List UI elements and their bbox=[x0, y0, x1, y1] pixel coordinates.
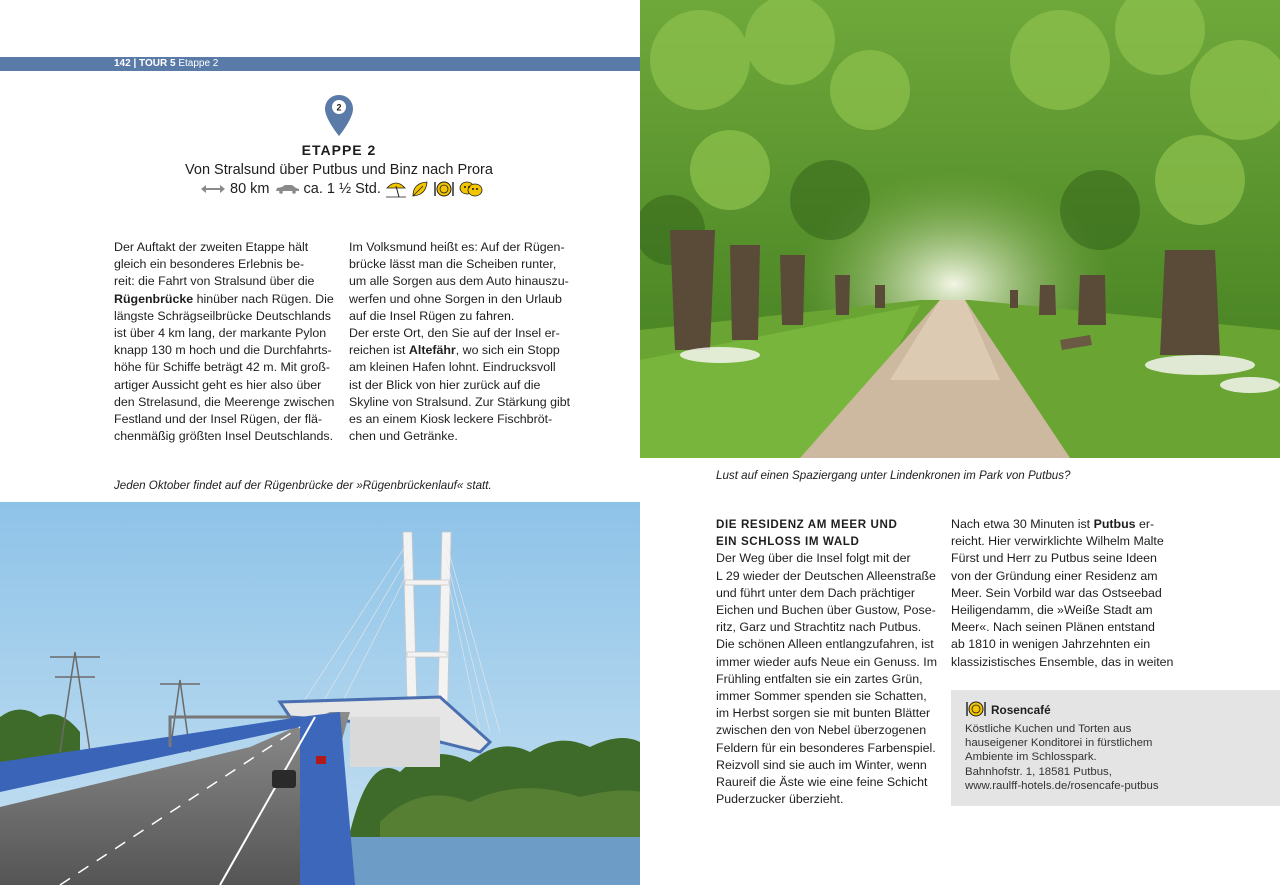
text-column-right-2 bbox=[951, 516, 1174, 671]
running-header bbox=[0, 57, 640, 71]
text-line: den Strelasund, die Meerenge zwischen bbox=[114, 394, 335, 409]
text-line: reit: die Fahrt von Stralsund über die bbox=[114, 274, 315, 289]
bold-place-name: Rügenbrücke bbox=[114, 291, 194, 306]
text-line: reichen ist Altefähr, wo sich ein Stopp bbox=[349, 343, 560, 358]
text-line: knapp 130 m hoch und die Durchfahrts- bbox=[114, 343, 332, 358]
theater-masks-icon bbox=[459, 180, 483, 198]
text-line: ist der Blick von hier zurück auf die bbox=[349, 377, 541, 392]
text-column-right-1 bbox=[716, 516, 938, 808]
text-line: Der erste Ort, den Sie auf der Insel er- bbox=[349, 326, 560, 341]
rosencafe-infobox bbox=[951, 690, 1280, 806]
text-line: reicht. Hier verwirklichte Wilhelm Malte bbox=[951, 534, 1164, 549]
section-heading-line: EIN SCHLOSS IM WALD bbox=[716, 535, 860, 549]
text-line: Der Auftakt der zweiten Etappe hält bbox=[114, 240, 309, 254]
text-line: Meer«. Nach seinen Plänen entstand bbox=[951, 620, 1155, 635]
stage-label: ETAPPE 2 bbox=[301, 142, 377, 158]
text-line: werfen und ohne Sorgen in den Urlaub bbox=[349, 291, 562, 306]
infobox-line: hauseigener Konditorei in fürstlichem bbox=[965, 737, 1153, 750]
text-line: Skyline von Stralsund. Zur Stärkung gibt bbox=[349, 394, 571, 409]
infobox-address-link[interactable]: www.raulff-hotels.de/rosencafe-putbus bbox=[965, 779, 1159, 792]
bold-place-name: Altefähr bbox=[408, 343, 456, 358]
text-line: chen und Getränke. bbox=[349, 429, 458, 444]
page-number: 142 bbox=[114, 58, 131, 69]
bridge-photo-caption: Jeden Oktober findet auf der Rügenbrücke der »Rügenbrückenlauf« statt. bbox=[114, 479, 492, 492]
car-icon bbox=[274, 184, 300, 194]
text-line: Festland und der Insel Rügen, der flä- bbox=[114, 412, 323, 427]
infobox-line: Köstliche Kuchen und Torten aus bbox=[965, 723, 1132, 735]
stage-title: Von Stralsund über Putbus und Binz nach Prora bbox=[185, 162, 493, 178]
text-line: immer wieder aufs Neue ein Genuss. Im bbox=[716, 654, 938, 669]
text-line: Frühling entfalten sie ein zartes Grün, bbox=[716, 671, 923, 686]
text-line: gleich ein besonderes Erlebnis be- bbox=[114, 257, 305, 272]
marker-number: 2 bbox=[336, 102, 342, 113]
section-body bbox=[716, 550, 938, 808]
text-line: Meer. Sein Vorbild war das Ostseebad bbox=[951, 585, 1162, 600]
section-heading-line: DIE RESIDENZ AM MEER UND bbox=[716, 518, 898, 531]
text-line: am kleinen Hafen lohnt. Eindrucksvoll bbox=[349, 360, 556, 375]
stage-meta bbox=[200, 180, 483, 198]
text-line: Rügenbrücke hinüber nach Rügen. Die bbox=[114, 291, 334, 306]
tour-label: TOUR 5 bbox=[139, 58, 176, 69]
text-line: Fürst und Herr zu Putbus seine Ideen bbox=[951, 551, 1157, 566]
text-line: zwischen den von Nebel überzogenen bbox=[716, 723, 927, 738]
text-line: Nach etwa 30 Minuten ist Putbus er- bbox=[951, 517, 1155, 531]
stage-distance: 80 km bbox=[230, 181, 270, 197]
text-line: Eichen und Buchen über Gustow, Pose- bbox=[716, 603, 936, 618]
text-line: Im Volksmund heißt es: Auf der Rügen- bbox=[349, 240, 565, 254]
section-heading bbox=[716, 516, 934, 550]
beach-umbrella-icon bbox=[385, 180, 407, 198]
text-column-left-2 bbox=[349, 239, 571, 445]
infobox-line: Bahnhofstr. 1, 18581 Putbus, bbox=[965, 765, 1112, 778]
park-photo-caption: Lust auf einen Spaziergang unter Lindenkronen im Park von Putbus? bbox=[716, 469, 1071, 482]
text-line: immer Sommer spenden sie Schatten, bbox=[716, 689, 927, 704]
text-line: ab 1810 in wenigen Jahrzehnten ein bbox=[951, 637, 1151, 652]
text-column-left-1 bbox=[114, 239, 335, 445]
text-line: Der Weg über die Insel folgt mit der bbox=[716, 551, 911, 566]
bold-place-name: Putbus bbox=[1093, 517, 1136, 531]
text-line: Feldern für ein besonderes Farbenspiel. bbox=[716, 740, 936, 755]
text-line: chenmäßig größten Insel Deutschlands. bbox=[114, 429, 334, 444]
text-line: brücke lässt man die Scheiben runter, bbox=[349, 257, 557, 272]
bridge-photo bbox=[0, 502, 640, 885]
running-header-text: 142 | TOUR 5 Etappe 2 bbox=[114, 58, 219, 69]
infobox-body bbox=[965, 722, 1159, 793]
infobox-line: Ambiente im Schlosspark. bbox=[965, 751, 1097, 764]
text-line: von der Gründung einer Residenz am bbox=[951, 568, 1158, 583]
park-alley-photo bbox=[640, 0, 1280, 458]
text-line: längste Schrägseilbrücke Deutschlands bbox=[114, 308, 331, 323]
text-line: höhe für Schiffe beträgt 42 m. Mit groß- bbox=[114, 360, 331, 375]
text-line: auf die Insel Rügen zu fahren. bbox=[349, 308, 515, 323]
text-line: L 29 wieder der Deutschen Alleenstraße bbox=[716, 568, 936, 583]
leaf-icon bbox=[411, 180, 429, 198]
stage-duration: ca. 1 ½ Std. bbox=[303, 181, 381, 197]
text-line: Reizvoll sind sie auch im Winter, wenn bbox=[716, 757, 927, 772]
plate-cutlery-icon bbox=[965, 700, 987, 718]
plate-cutlery-icon bbox=[433, 180, 455, 198]
text-line: Raureif die Äste wie eine feine Schicht bbox=[716, 775, 928, 790]
text-line: und führt unter dem Dach prächtiger bbox=[716, 585, 916, 600]
text-line: um alle Sorgen aus dem Auto hinauszu- bbox=[349, 274, 569, 289]
map-pin-icon bbox=[324, 94, 354, 138]
double-arrow-icon bbox=[200, 184, 226, 194]
header-stage: Etappe 2 bbox=[178, 58, 219, 69]
text-line: ist über 4 km lang, der markante Pylon bbox=[114, 326, 327, 341]
text-line: es an einem Kiosk leckere Fischbröt- bbox=[349, 412, 553, 427]
text-line: Puderzucker überzieht. bbox=[716, 792, 844, 807]
text-line: im Herbst sorgen sie mit bunten Blätter bbox=[716, 706, 931, 721]
text-line: Heiligendamm, die »Weiße Stadt am bbox=[951, 603, 1153, 618]
text-line: artiger Aussicht geht es hier also über bbox=[114, 377, 322, 392]
text-line: Die schönen Alleen entlangzufahren, ist bbox=[716, 637, 934, 652]
text-line: ritz, Garz und Strachtitz nach Putbus. bbox=[716, 620, 922, 635]
infobox-title: Rosencafé bbox=[991, 703, 1051, 717]
text-line: klassizistisches Ensemble, das in weiten bbox=[951, 654, 1174, 669]
